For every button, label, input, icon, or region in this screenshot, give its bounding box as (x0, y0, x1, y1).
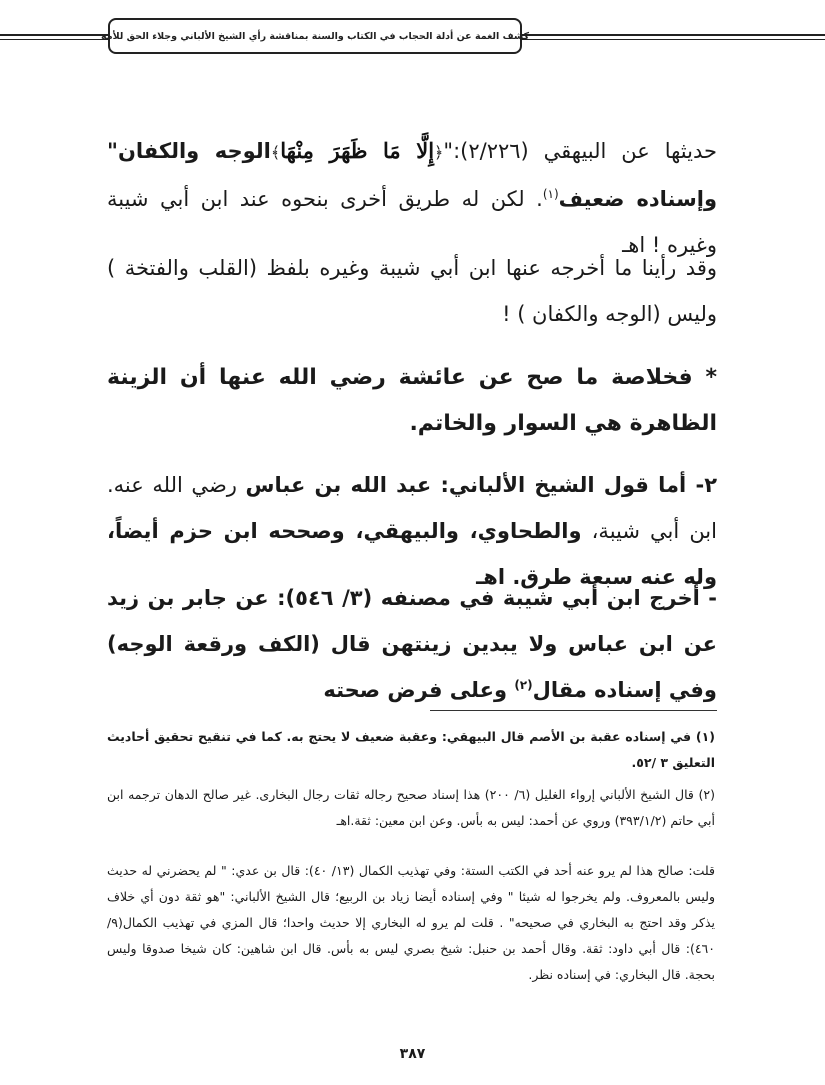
footnote-2-text: (٢) قال الشيخ الألباني إرواء الغليل (٦/ ٢٠٠) هذا إسناد صحيح رجاله ثقات رجال البخارى. غير صالح الدهان ترجمه ابن أبي حاتم (٣٩٣/١/٢) وروي عن أحمد: ليس به بأس. وعن ابن معين: ثقة.اهـ (107, 787, 715, 828)
p4-heading: ٢- أما قول الشيخ الألباني: عبد الله بن عباس (245, 473, 718, 497)
footnote-ref-2[interactable]: (٢) (514, 678, 533, 692)
book-title: كشف الغمة عن أدلة الحجاب في الكتاب والسنة بمناقشة رأي الشيخ الألباني وجلاء الحق للأمة (100, 30, 530, 42)
footnote-3 (107, 858, 715, 988)
p1-intro: حديثها عن البيهقي (٢/٢٢٦):" (443, 139, 717, 163)
p1-tail: . لكن له طريق أخرى بنحوه عند ابن أبي شيبة وغيره ! اهـ (107, 187, 717, 257)
quran-bracket-open: ﴿ (434, 143, 444, 162)
p1-text: الوجه والكفان" وإسناده ضعيف (107, 139, 717, 211)
p3-text: * فخلاصة ما صح عن عائشة رضي الله عنها أن الزينة الظاهرة هي السوار والخاتم. (107, 365, 717, 436)
paragraph-2 (107, 245, 717, 337)
footnote-ref-1[interactable]: (١) (542, 187, 559, 201)
footnote-2 (107, 782, 715, 834)
footnote-separator (430, 710, 717, 711)
quran-verse: إِلَّا مَا ظَهَرَ مِنْهَا (280, 138, 435, 163)
footnote-3-text: قلت: صالح هذا لم يرو عنه أحد في الكتب الستة: وفي تهذيب الكمال (١٣/ ٤٠): قال بن عدي: " لم يحضرني له حديث وليس بالمعروف. ولم يخرجوا له شيئا " وفي إسناده أيضا زياد بن الربيع؛ قال الشيخ الألباني: "هو ثقة دون أي خلاف يذكر وقد احتج به البخاري في صحيحه" . قلت لم يرو له البخاري إلا حديث واحدا؛ قال المزي في تهذيب الكمال(٩/ ٤٦٠): قال أبي داود: ثقة. وقال أحمد بن حنبل: شيخ بصري ليس به بأس. قال ابن شاهين: كان شيخا صدوقا وليس بحجة. قال البخاري: في إسناده نظر. (107, 863, 715, 982)
p5-text: - أخرج ابن أبي شيبة في مصنفه (٣/ ٥٤٦): عن جابر بن زيد عن ابن عباس ولا يبدين زينتهن قال (الكف ورقعة الوجه) وفي إسناده مقال (107, 586, 718, 702)
p2-text: وقد رأينا ما أخرجه عنها ابن أبي شيبة وغيره بلفظ (القلب والفتخة ) وليس (الوجه والكفان ) ! (107, 256, 717, 326)
header-rule-left (0, 34, 110, 36)
header-rule-right (520, 34, 825, 36)
p5-tail: وعلى فرض صحته (323, 678, 515, 702)
paragraph-3-summary (107, 355, 717, 447)
page-number: ٣٨٧ (399, 1046, 426, 1062)
quran-bracket-close: ﴾ (270, 143, 281, 162)
header-frame (100, 18, 530, 54)
p4-text-bold: والطحاوي، والبيهقي، وصححه ابن حزم أيضاً، وله عنه سبعة طرق. اهـ (107, 519, 717, 589)
footnote-1 (107, 724, 715, 776)
footnote-1-text: (١) في إسناده عقبة بن الأصم قال البيهقي: وعقبة ضعيف لا يحتج به. كما في تنقيح تحقيق أحاديث التعليق ٣ /٥٢. (107, 729, 715, 770)
running-header (0, 18, 825, 60)
p4-text: رضي الله عنه. ابن أبي شيبة، (107, 473, 717, 543)
paragraph-5 (107, 575, 717, 713)
header-rule-right-thin (520, 39, 825, 40)
header-rule-left-thin (0, 39, 110, 40)
